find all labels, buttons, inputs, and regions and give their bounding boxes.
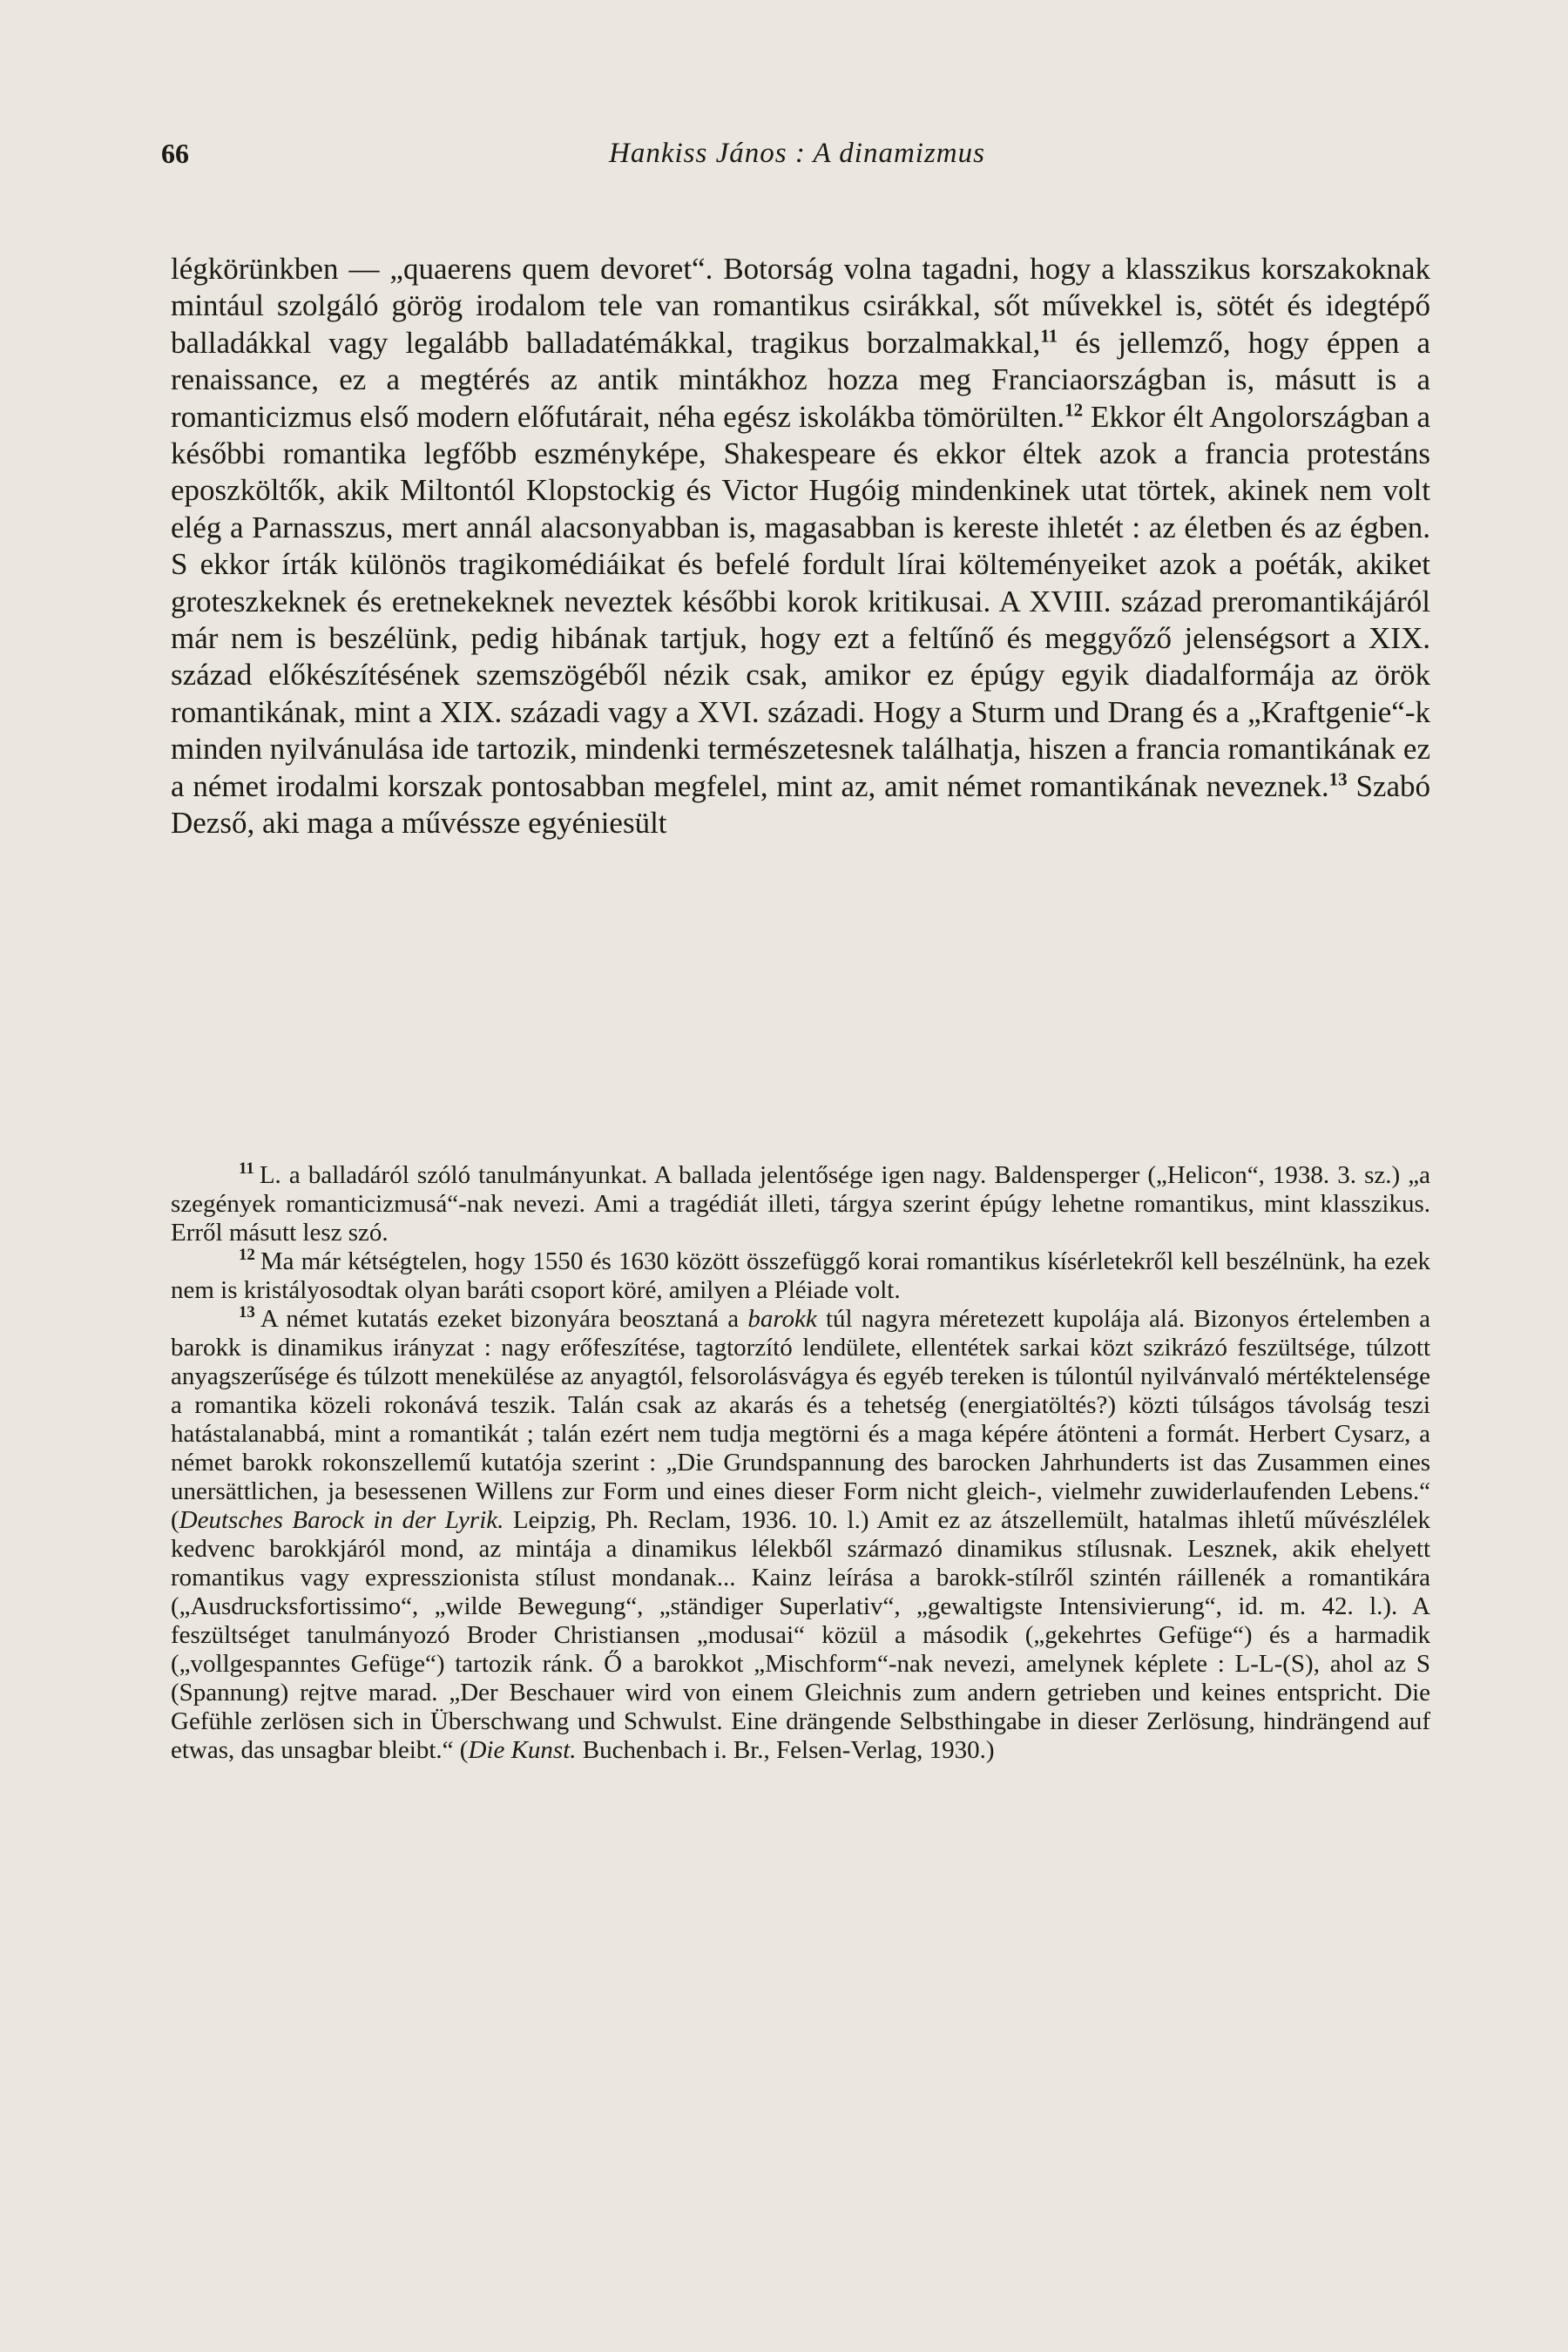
footnote-11-text: L. a balladáról szóló tanulmányunkat. A ballada jelentősége igen nagy. Baldensperger („Helicon“, 1938. 3. sz.) „a szegények romanticizmusá“-nak nevezi. Ami a tragédiát illeti, tárgya szerint épúgy lehetne romantikus, mint klasszikus. Erről másutt lesz szó. [171, 1161, 1430, 1247]
footnote-13 [171, 1305, 1430, 1765]
footnote-ref-11: 11 [1040, 325, 1058, 347]
footnote-ref-13: 13 [1328, 768, 1348, 790]
main-text-part-3: Ekkor élt Angolországban a későbbi romantika legfőbb eszményképe, Shakespeare és ekkor éltek azok a francia protestáns eposzköltők, akik Miltontól Klopstockig és Victor Hugóig mindenkinek utat törtek, akinek nem volt elég a Parnasszus, mert annál alacsonyabban is, magasabban is kereste ihletét : az életben és az égben. S ekkor írták különös tragikomédiáikat és befelé fordult lírai költeményeiket azok a poéták, akiket groteszkeknek és eretnekeknek neveztek későbbi korok kritikusai. A XVIII. század preromantikájáról már nem is beszélünk, pedig hibának tartjuk, hogy ezt a feltűnő és meggyőző jelenségsort a XIX. század előkészítésének szemszögéből nézik csak, amikor ez épúgy egyik diadalformája az örök romantikának, mint a XIX. századi vagy a XVI. századi. Hogy a Sturm und Drang és a „Kraftgenie“-k minden nyilvánulása ide tartozik, mindenki természetesnek találhatja, hiszen a francia romantikának ez a német irodalmi korszak pontosabban megfelel, mint az, amit német romantikának neveznek. [171, 399, 1430, 803]
main-text-part-1: légkörünkben — „quaerens quem devoret“. Botorság volna tagadni, hogy a klasszikus korszakoknak mintául szolgáló görög irodalom tele van romantikus csirákkal, sőt művekkel is, sötét és idegtépő balladákkal vagy legalább balladatémákkal, tragikus borzalmakkal, [171, 252, 1430, 360]
footnote-13-italic-b: Deutsches Barock in der Lyrik. [179, 1506, 504, 1534]
footnote-13-text-d: Buchenbach i. Br., Felsen-Verlag, 1930.) [576, 1736, 995, 1764]
footnote-mark-13: 13 [239, 1303, 255, 1322]
footnote-13-text-c: Leipzig, Ph. Reclam, 1936. 10. l.) Amit ez az átszellemült, hatalmas ihletű művészlélek kedvenc barokkjáról mond, az mintája a dinamikus lélekből származó dinamikus stílusnak. Lesznek, akik ehelyett romantikus vagy expresszionista stílust mondanak... Kainz leírása a barokk-stílről szintén ráillenék a romantikára („Ausdrucksfortissimo“, „wilde Bewegung“, „ständiger Superlativ“, „gewaltigste Intensivierung“, id. m. 42. l.). A feszültséget tanulmányozó Broder Christiansen „modusai“ közül a második („gekehrtes Gefüge“) és a harmadik („vollgespanntes Gefüge“) tartozik ránk. Ő a barokkot „Mischform“-nak nevezi, amelynek képlete : L-L-(S), ahol az S (Spannung) rejtve marad. „Der Beschauer wird von einem Gleichnis zum andern getrieben und keines entspricht. Die Gefühle zerlösen sich in Überschwang und Schwulst. Eine drängende Selbsthingabe in dieser Zerlösung, hindrängend auf etwas, das unsagbar bleibt.“ ( [171, 1506, 1430, 1764]
footnote-ref-12: 12 [1064, 398, 1084, 420]
running-title: Hankiss János : A dinamizmus [609, 138, 985, 169]
main-text-part-2: és jellemző, hogy éppen a renaissance, ez a megtérés az antik mintákhoz hozza meg Franciaországban is, másutt is a romanticizmus első modern előfutárait, néha egész iskolákba tömörülten. [171, 325, 1430, 434]
footnote-11 [171, 1161, 1430, 1247]
footnotes [171, 1161, 1430, 1765]
footnote-12 [171, 1247, 1430, 1305]
main-text [171, 251, 1430, 842]
page-number: 66 [161, 138, 189, 169]
footnote-12-text: Ma már kétségtelen, hogy 1550 és 1630 között összefüggő korai romantikus kísérletekről kell beszélnünk, ha ezek nem is kristályosodtak olyan baráti csoport köré, amilyen a Pléiade volt. [171, 1247, 1430, 1304]
footnote-13-italic-c: Die Kunst. [468, 1736, 577, 1764]
footnote-13-text-a: A német kutatás ezeket bizonyára beosztaná a [260, 1305, 748, 1333]
main-paragraph [171, 251, 1430, 842]
footnote-13-text-b: túl nagyra méretezett kupolája alá. Bizonyos értelemben a barokk is dinamikus irányzat : nagy erőfeszítése, tagtorzító lendülete, ellentétek sarkai közt szikrázó feszültsége, túlzott anyagszerűsége és túlzott menekülése az anyagtól, felsorolásvágya és egyéb tereken is túlontúl nyilvánvaló mértéktelensége a romantika közeli rokonává teszik. Talán csak az akarás és a tehetség (energiatöltés?) közti túlságos távolság teszi hatástalanabbá, mint a romantikát ; talán ezért nem tudja megtörni és a maga képére átönteni a formát. Herbert Cysarz, a német barokk rokonszellemű kutatója szerint : „Die Grundspannung des barocken Jahrhunderts ist das Zusammen eines unersättlichen, ja besessenen Willens zur Form und eines dieser Form nicht gleich-, vielmehr zuwiderlaufenden Lebens.“ ( [171, 1305, 1430, 1534]
footnote-mark-11: 11 [239, 1159, 254, 1179]
main-text-part-4: Szabó Dezső, aki maga a művéssze egyéniesült [171, 768, 1430, 841]
footnote-mark-12: 12 [239, 1246, 255, 1265]
footnote-13-italic-a: barokk [747, 1305, 817, 1333]
page-header [161, 138, 1433, 176]
